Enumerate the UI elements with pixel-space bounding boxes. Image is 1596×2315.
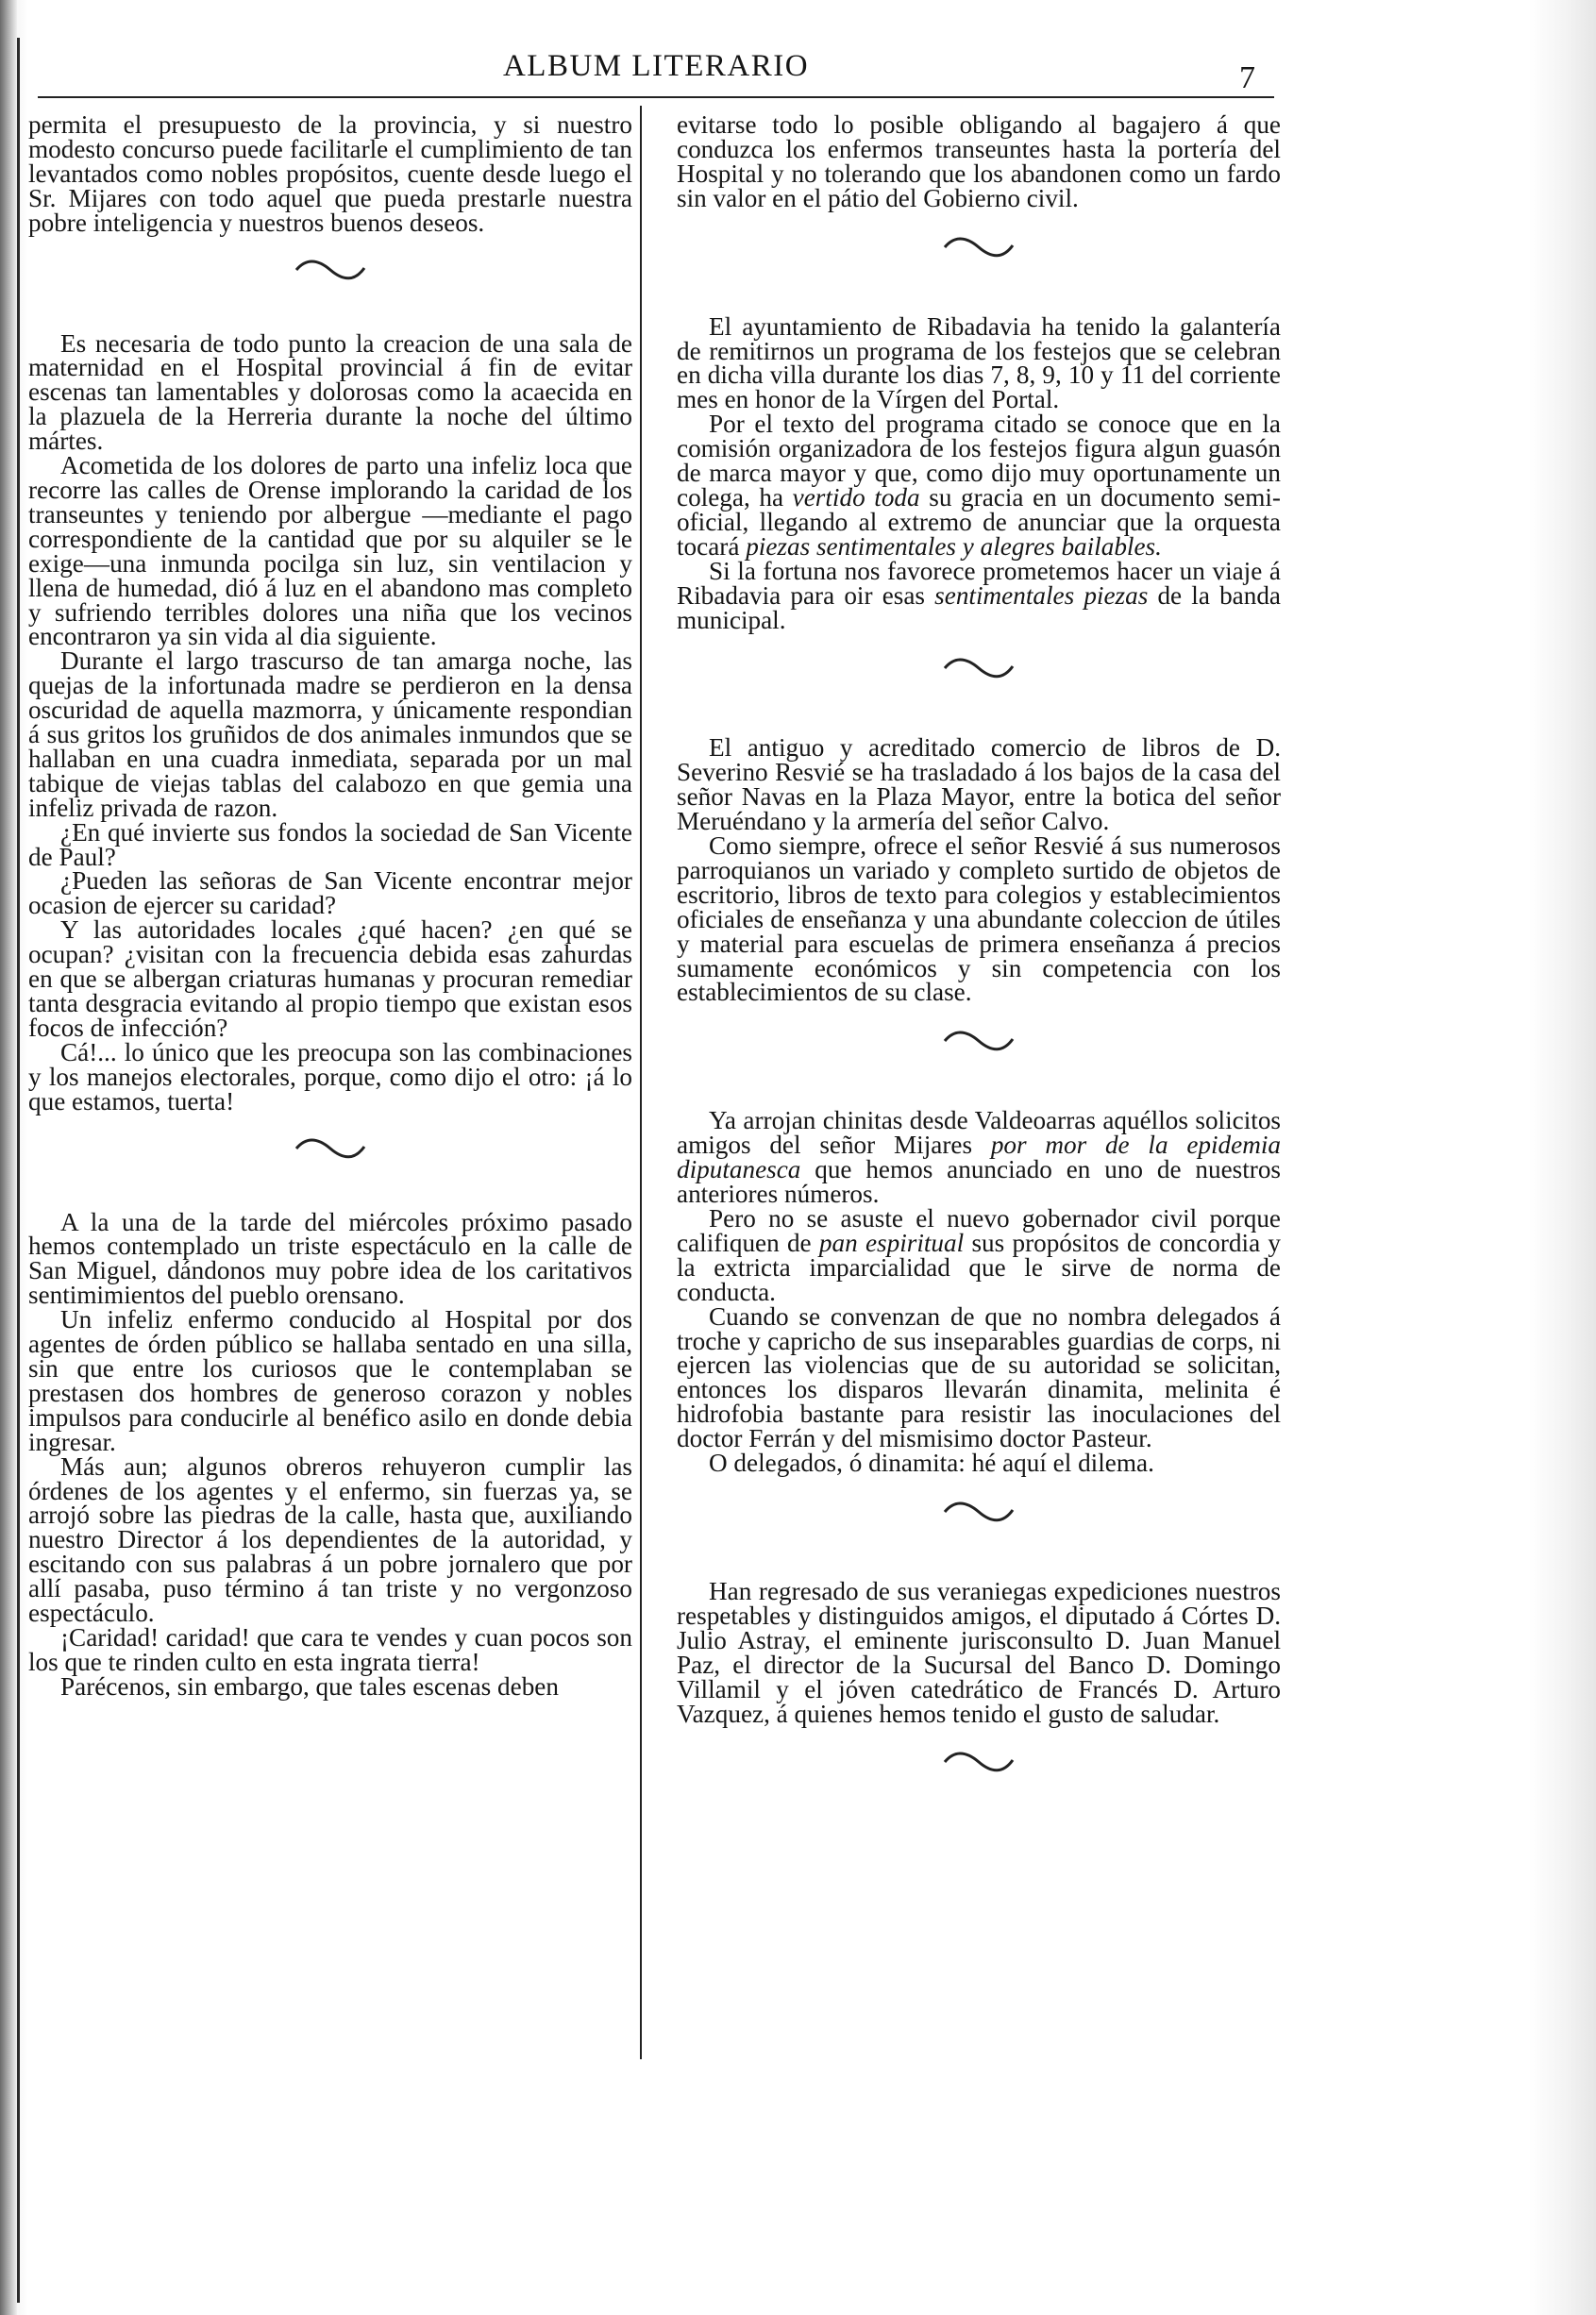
paragraph: El ayuntamiento de Ribadavia ha tenido la galantería de remitirnos un programa de los festejos que se celebran en dicha villa durante los dias 7, 8, 9, 10 y 11 del corriente mes en honor de la Vírgen del Portal. bbox=[677, 311, 1281, 414]
paragraph: A la una de la tarde del miércoles próximo pasado hemos contemplado un triste espectáculo en la calle de San Miguel, dándonos muy pobre idea de los caritativos sentimimientos del pueblo orensano. bbox=[28, 1207, 632, 1310]
paragraph: Han regresado de sus veraniegas expediciones nuestros respetables y distinguidos amigos, el diputado á Córtes D. Julio Astray, el eminente jurisconsulto D. Juan Manuel Paz, el director de la Sucursal del Banco D. Domingo Villamil y el jóven catedrático de Francés D. Arturo Vazquez, á quienes hemos tenido el gusto de saludar. bbox=[677, 1576, 1281, 1728]
paragraph bbox=[677, 412, 1281, 559]
section-ornament bbox=[677, 653, 1281, 689]
page-binding-shadow bbox=[0, 0, 17, 2315]
paragraph: Cá!... lo único que les preocupa son las combinaciones y los manejos electorales, porque, como dijo el otro: ¡á lo que estamos, tuerta! bbox=[28, 1037, 632, 1116]
text-run: Si la fortuna nos favorece prometemos hacer un viaje á Ribadavia para oir esas bbox=[677, 556, 1281, 610]
paragraph: ¿Pueden las señoras de San Vicente encontrar mejor ocasion de ejercer su caridad? bbox=[28, 866, 632, 920]
column-divider bbox=[640, 106, 642, 2059]
italic-text: por mor de la epidemia diputanesca bbox=[677, 1131, 1281, 1184]
paragraph: Más aun; algunos obreros rehuyeron cumplir las órdenes de los agentes y el enfermo, sin fuerzas ya, se arrojó sobre las piedras de la calle, hasta que, auxiliando nuestro Director á los dependientes de la autoridad, y escitando con sus palabras á un pobre jornalero que por allí pasaba, puso término á tan triste y no vergonzoso espectáculo. bbox=[28, 1451, 632, 1628]
swash-ornament-icon bbox=[941, 232, 1016, 260]
section-ornament bbox=[28, 255, 632, 291]
page-header bbox=[38, 47, 1274, 98]
paragraph bbox=[677, 1204, 1282, 1306]
section-ornament bbox=[677, 1747, 1281, 1783]
italic-text: pan espiritual bbox=[818, 1228, 965, 1257]
page-number: 7 bbox=[1239, 60, 1255, 95]
paragraph: permita el presupuesto de la provincia, y si nuestro modesto concurso puede facilitarle el cumplimiento de tan levantados como nobles propósitos, cuente desde luego el Sr. Mijares con todo aquel que pueda prestarle nuestra pobre inteligencia y nuestros buenos deseos. bbox=[28, 110, 632, 237]
text-run: sus propósitos de concordia y la extricta imparcialidad que le sirve de norma de conducta. bbox=[677, 1228, 1282, 1306]
paragraph: Y las autoridades locales ¿qué hacen? ¿en qué se ocupan? ¿visitan con la frecuencia debida esas zahurdas en que se albergan criaturas humanas y procuran remediar tanta desgracia evitando al propio tiempo que existan esos focos de infección? bbox=[28, 915, 632, 1042]
text-run: Por el texto del programa citado se conoce que en la comisión organizadora de los festejos figura algun guasón de marca mayor y que, como dijo muy oportunamente un colega, ha bbox=[677, 410, 1281, 512]
italic-text: vertido toda bbox=[792, 482, 920, 512]
paragraph bbox=[677, 556, 1281, 634]
italic-text: piezas sentimentales y alegres bailables. bbox=[746, 531, 1162, 561]
paragraph: Cuando se convenzan de que no nombra delegados á troche y capricho de sus inseparables guardias de corps, ni ejercen las violencias que de su autoridad se solicitan, entonces los disparos llevarán dinamita, melinita é hidrofobia bastante para resistir las inoculaciones del doctor Ferrán y del mismisimo doctor Pasteur. bbox=[677, 1301, 1281, 1453]
text-run: Pero no se asuste el nuevo gobernador civil porque califiquen de bbox=[677, 1204, 1281, 1257]
swash-ornament-icon bbox=[941, 1747, 1016, 1775]
paragraph: Durante el largo trascurso de tan amarga noche, las quejas de la infortunada madre se perdieron en la densa oscuridad de aquella mazmorra, y únicamente respondian á sus gritos los gruñidos de dos animales inmundos que se hallaban en una cuadra inmediata, separada por un mal tabique de viejas tablas del calabozo en que gemia una infeliz privada de razon. bbox=[28, 646, 632, 822]
text-run: su gracia en un documento semi-oficial, llegando al extremo de anunciar que la orquesta tocará bbox=[677, 482, 1281, 561]
swash-ornament-icon bbox=[941, 1497, 1016, 1525]
italic-text: sentimentales piezas bbox=[934, 580, 1149, 610]
paragraph: Acometida de los dolores de parto una infeliz loca que recorre las calles de Orense implorando la caridad de los transeuntes y teniendo por albergue —mediante el pago correspondiente de la cantidad que por su alquiler se le exige—una inmunda pocilga sin luz, sin ventilacion y llena de humedad, dió á luz en el abandono mas completo y sufriendo terribles dolores una niña que los vecinos encontraron ya sin vida al dia siguiente. bbox=[28, 451, 632, 651]
swash-ornament-icon bbox=[941, 653, 1016, 681]
paragraph: Un infeliz enfermo conducido al Hospital por dos agentes de órden público se hallaba sentado en una silla, sin que entre los curiosos que le contemplaban se prestasen dos hombres de generoso corazon y nobles impulsos para conducirle al benéfico asilo en donde debia ingresar. bbox=[28, 1305, 632, 1456]
section-ornament bbox=[28, 1133, 632, 1169]
swash-ornament-icon bbox=[941, 1026, 1016, 1054]
page-edge-line bbox=[17, 38, 20, 2303]
paragraph: Como siempre, ofrece el señor Resvié á sus numerosos parroquianos un variado y completo surtido de objetos de escritorio, libros de texto para colegios y establecimientos oficiales de enseñanza y una abundante coleccion de útiles y material para escuelas de primera enseñanza á precios sumamente económicos y sin competencia con los establecimientos de su clase. bbox=[677, 831, 1281, 1007]
section-ornament bbox=[677, 1026, 1281, 1062]
section-ornament bbox=[677, 1497, 1281, 1533]
text-run: que hemos anunciado en uno de nuestros anteriores números. bbox=[677, 1155, 1281, 1209]
paragraph: El antiguo y acreditado comercio de libros de D. Severino Resvié se ha trasladado á los bajos de la casa del señor Navas en la Plaza Mayor, entre la botica del señor Meruéndano y la armería del señor Calvo. bbox=[677, 733, 1281, 836]
section-ornament bbox=[677, 232, 1281, 268]
running-title: ALBUM LITERARIO bbox=[502, 49, 810, 83]
paragraph: evitarse todo lo posible obligando al bagajero á que conduzca los enfermos transeuntes hasta la portería del Hospital y no tolerando que los abandonen como un fardo sin valor en el pátio del Gobierno civil. bbox=[677, 110, 1281, 212]
paragraph: ¿En qué invierte sus fondos la sociedad de San Vicente de Paul? bbox=[28, 817, 632, 871]
paragraph: ¡Caridad! caridad! que cara te vendes y cuan pocos son los que te rinden culto en esta ingrata tierra! bbox=[28, 1622, 632, 1676]
swash-ornament-icon bbox=[293, 1133, 368, 1162]
text-run: Ya arrojan chinitas desde Valdeoarras aquéllos solicitos amigos del señor Mijares bbox=[677, 1106, 1281, 1160]
right-column bbox=[677, 110, 1282, 1830]
swash-ornament-icon bbox=[293, 255, 368, 283]
paragraph: Es necesaria de todo punto la creacion de una sala de maternidad en el Hospital provincial á fin de evitar escenas tan lamentables y dolorosas como la acaecida en la plazuela de la Herreria durante la noche del último mártes. bbox=[28, 328, 632, 456]
text-run: de la banda municipal. bbox=[677, 580, 1281, 634]
left-column bbox=[28, 110, 632, 1701]
paragraph: O delegados, ó dinamita: hé aquí el dilema. bbox=[709, 1449, 1154, 1478]
paragraph: Parécenos, sin embargo, que tales escenas deben bbox=[60, 1671, 559, 1701]
paragraph bbox=[677, 1106, 1281, 1209]
